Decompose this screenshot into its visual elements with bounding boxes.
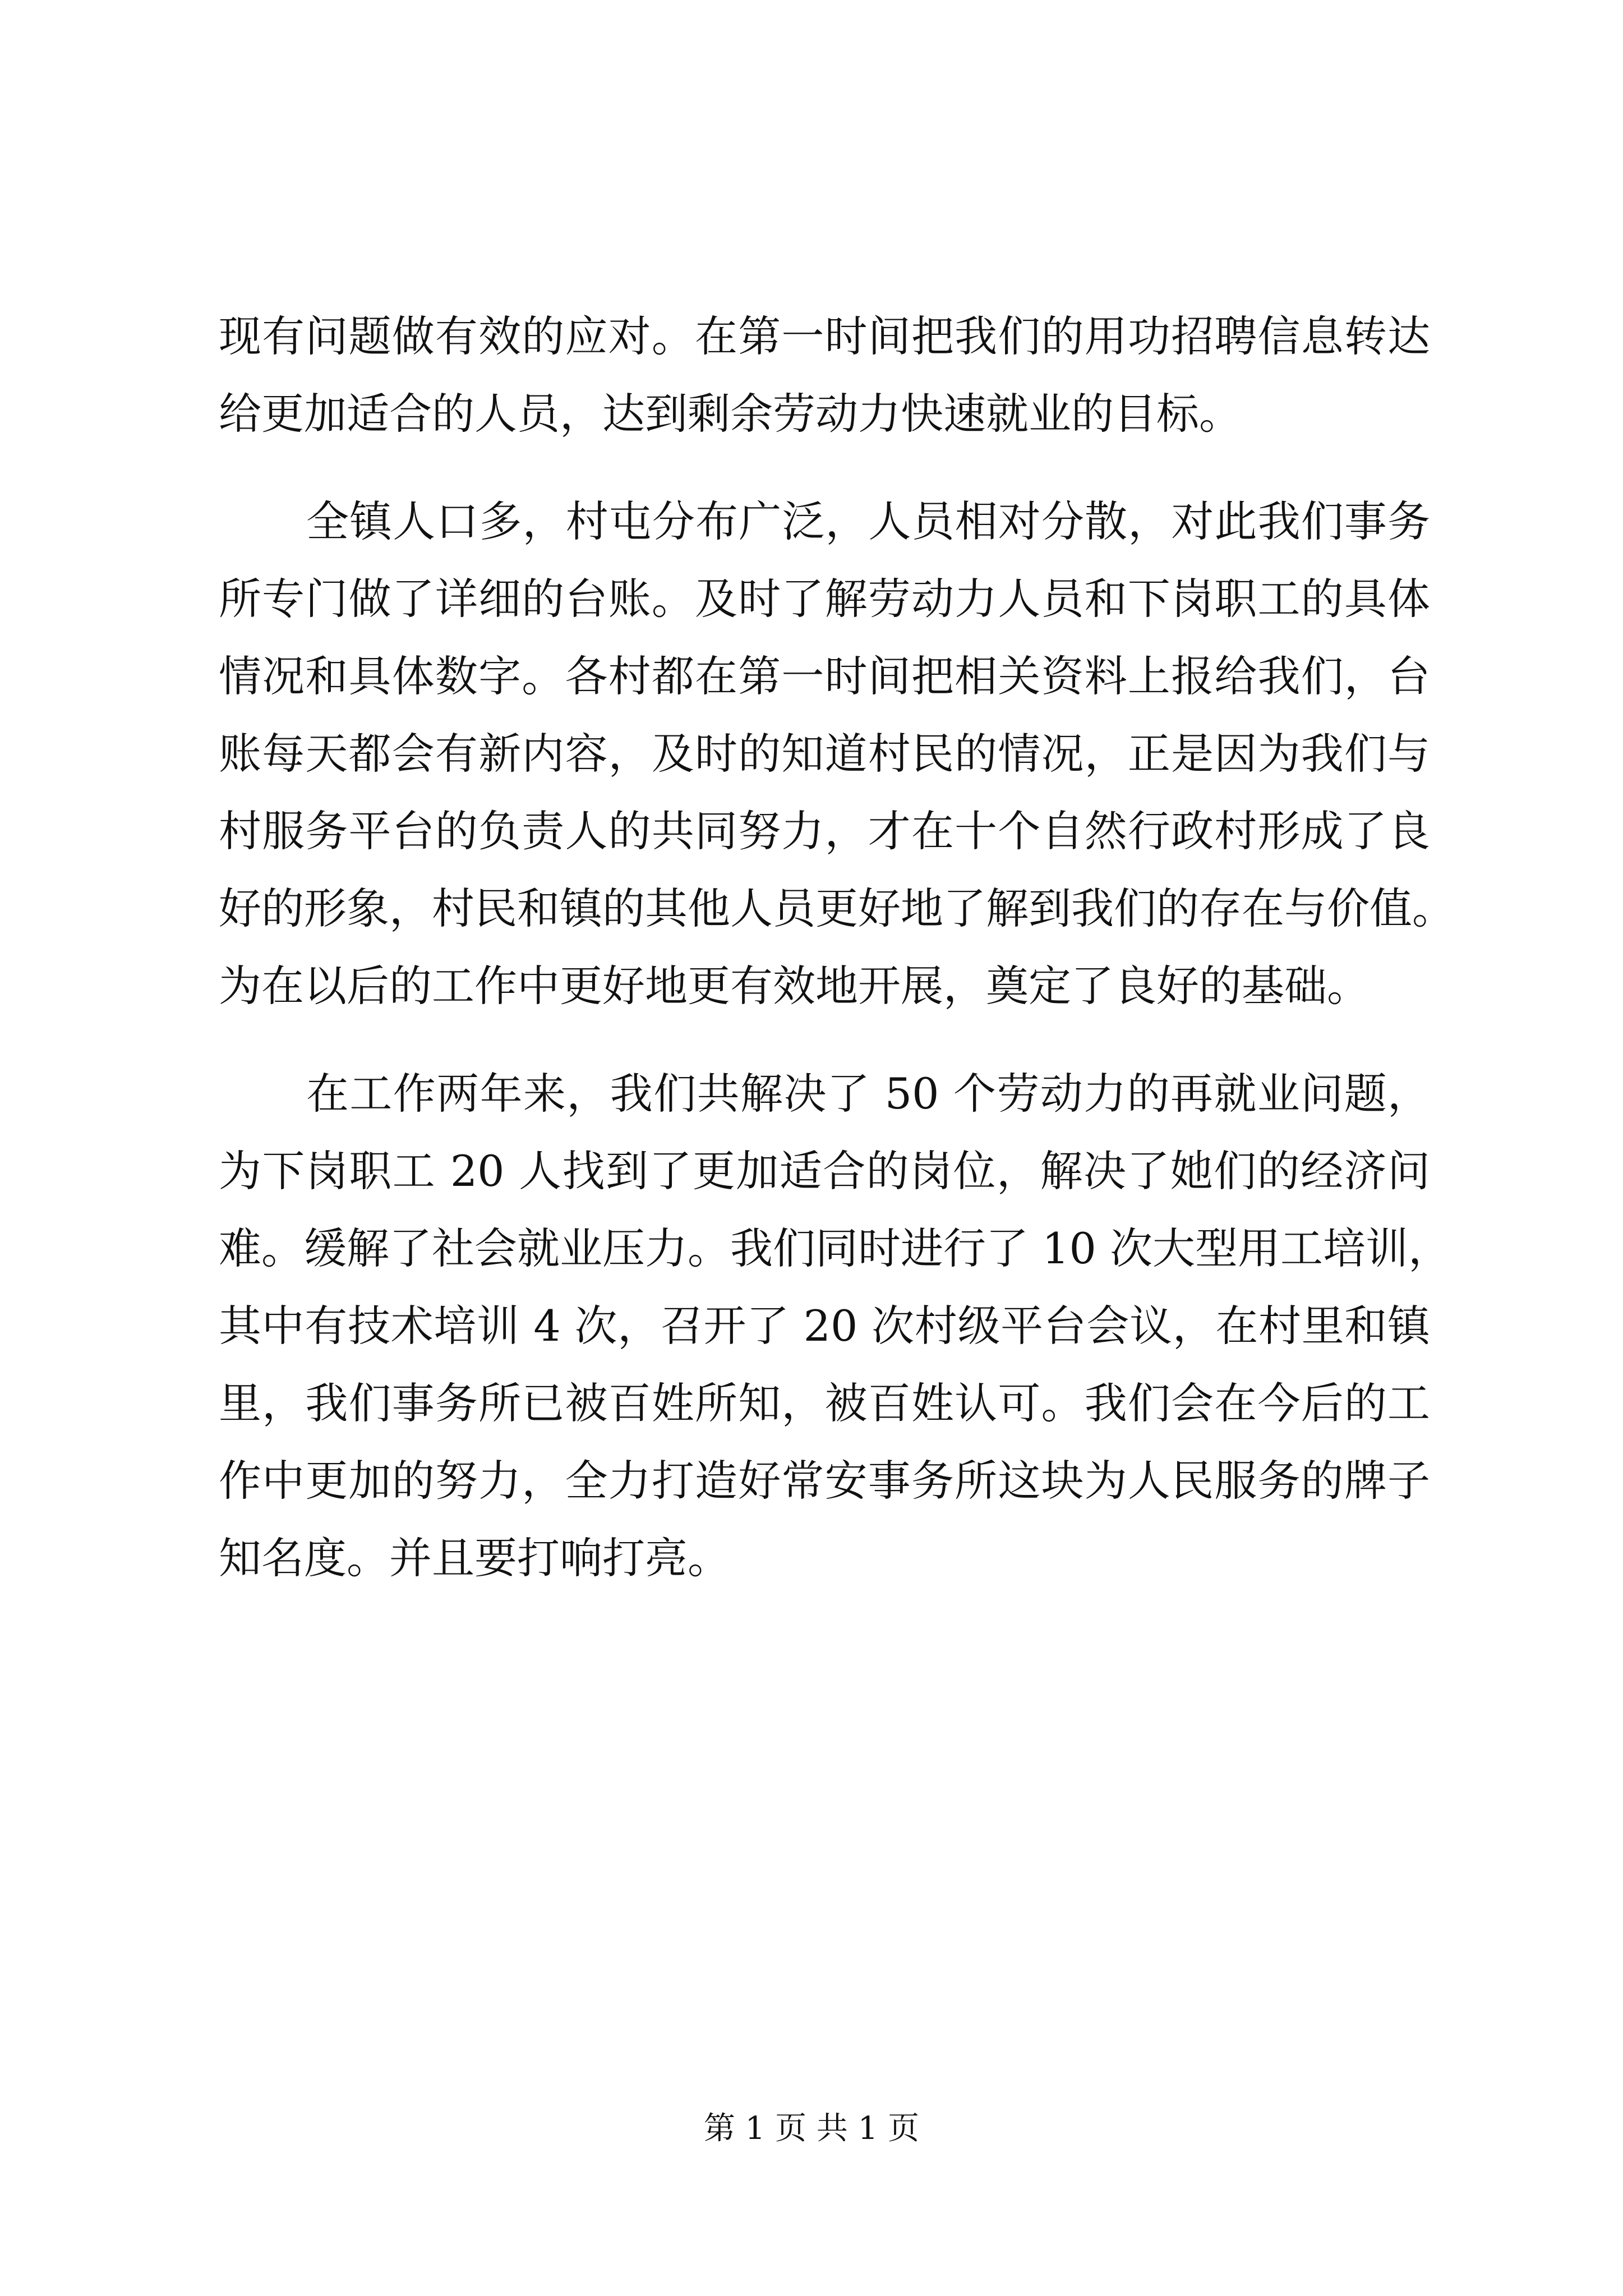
text-line: 现有问题做有效的应对。在第一时间把我们的用功招聘信息转达 [219, 311, 1430, 361]
text-line: 为在以后的工作中更好地更有效地开展，奠定了良好的基础。 [219, 961, 1370, 1011]
text-line: 所专门做了详细的台账。及时了解劳动力人员和下岗职工的具体 [219, 574, 1430, 624]
text-line: 知名度。并且要打响打亮。 [219, 1533, 730, 1583]
text-line: 其中有技术培训 4 次，召开了 20 次村级平台会议，在村里和镇 [219, 1301, 1430, 1351]
paragraph-first-line: 全镇人口多，村屯分布广泛，人员相对分散，对此我们事务 [306, 496, 1430, 546]
paragraph-first-line: 在工作两年来，我们共解决了 50 个劳动力的再就业问题， [306, 1069, 1430, 1119]
text-line: 里，我们事务所已被百姓所知，被百姓认可。我们会在今后的工 [219, 1378, 1430, 1428]
text-line: 好的形象，村民和镇的其他人员更好地了解到我们的存在与价值。 [219, 884, 1455, 933]
text-line: 难。缓解了社会就业压力。我们同时进行了 10 次大型用工培训， [219, 1223, 1451, 1273]
text-line: 给更加适合的人员，达到剩余劳动力快速就业的目标。 [219, 389, 1242, 439]
text-line: 情况和具体数字。各村都在第一时间把相关资料上报给我们，台 [219, 651, 1430, 701]
text-line: 作中更加的努力，全力打造好常安事务所这块为人民服务的牌子 [219, 1456, 1430, 1506]
text-line: 账每天都会有新内容，及时的知道村民的情况，正是因为我们与 [219, 729, 1430, 779]
page-number-footer: 第 1 页 共 1 页 [703, 2110, 920, 2147]
text-line: 村服务平台的负责人的共同努力，才在十个自然行政村形成了良 [219, 806, 1430, 856]
text-line: 为下岗职工 20 人找到了更加适合的岗位，解决了她们的经济问 [219, 1146, 1430, 1196]
